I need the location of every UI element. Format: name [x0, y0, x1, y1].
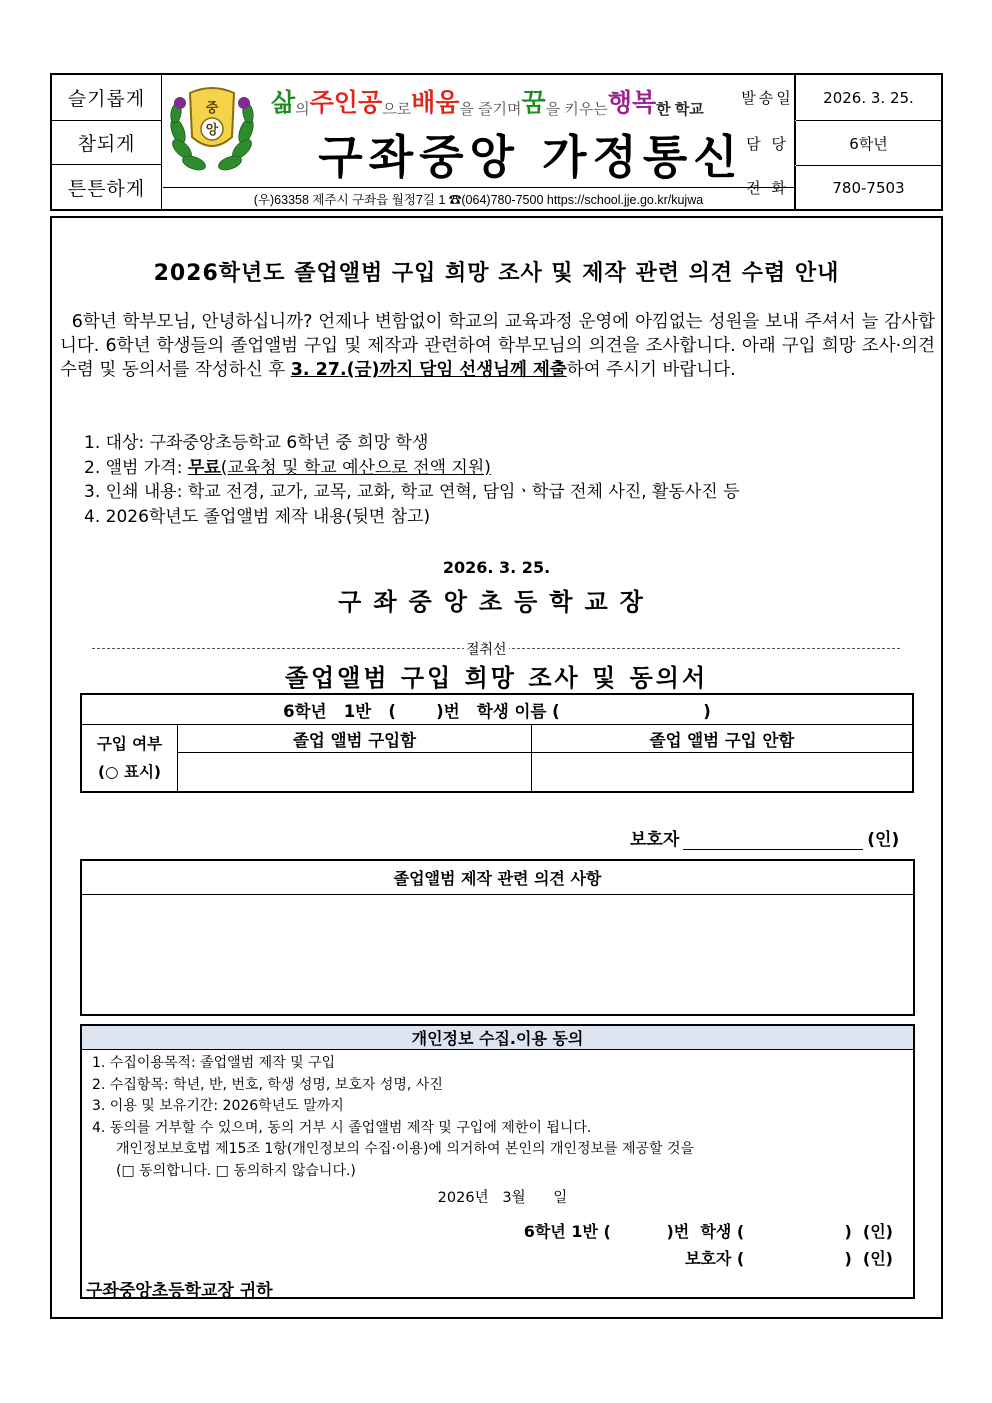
intro-tail: 하여 주시기 바랍니다.: [566, 360, 736, 380]
buy-column-header: 졸업 앨범 구입함: [178, 725, 531, 753]
newsletter-title: 구좌중앙 가정통신: [318, 130, 744, 184]
privacy-consent-options[interactable]: (□ 동의합니다. □ 동의하지 않습니다.): [116, 1162, 356, 1179]
privacy-terms: [92, 1053, 694, 1182]
info-row-date: [741, 75, 941, 120]
intro-deadline: 3. 27.(금)까지 담임 선생님께 제출: [290, 360, 567, 380]
info-label-phone: 전 화: [740, 166, 796, 209]
opinion-title: 졸업앨범 제작 관련 의견 사항: [82, 861, 913, 895]
info-value-charge: 6학년: [849, 134, 888, 153]
privacy-line-4: 4. 동의를 거부할 수 있으며, 동의 거부 시 졸업앨범 제작 및 구입에 제한이 됩니다.: [92, 1119, 592, 1136]
info-row-phone: [746, 165, 941, 209]
guardian-signature-line[interactable]: [683, 832, 863, 850]
item-print: 3. 인쇄 내용: 학교 전경, 교가, 교목, 교화, 학교 연혁, 담임ㆍ학급 전체 사진, 활동사진 등: [84, 482, 740, 502]
intro-text: 6학년 학부모님, 안녕하십니까? 언제나 변함없이 학교의 교육과정 운영에 아낌없는 성원을 보내 주셔서 늘 감사합니다. 6학년 학생들의 졸업앨범 구입 및 제작과 관련하여 학부모님의 의견을 조사합니다. 아래 구입 희망 조사·의견 수렴 및 동의서를 작성하신 후: [60, 312, 935, 380]
issue-info: [741, 75, 941, 209]
no-buy-column: [532, 725, 912, 791]
item-price-note: (교육청 및 학교 예산으로 전액 지원): [220, 457, 491, 478]
privacy-recipient: 구좌중앙초등학교장 귀하: [86, 1281, 273, 1301]
privacy-date: 2026년 3월 일: [437, 1190, 568, 1206]
privacy-student-sign[interactable]: 6학년 1반 ( )번 학생 ( ) (인): [523, 1222, 893, 1241]
purchase-label: 구입 여부: [96, 735, 163, 753]
purchase-mark-hint: (○ 표시): [97, 763, 162, 781]
student-info-line[interactable]: 6학년 1반 ( )번 학생 이름 ( ): [82, 695, 912, 725]
info-label-date: 발송일: [740, 75, 796, 120]
slogan-segment-2: 주인공: [309, 89, 383, 117]
purchase-row-label: [82, 725, 178, 791]
logo-text-top: 중: [205, 101, 219, 116]
notice-title: 2026학년도 졸업앨범 구입 희망 조사 및 제작 관련 의견 수렴 안내: [153, 261, 840, 286]
school-mottos: [52, 75, 162, 209]
survey-title: 졸업앨범 구입 희망 조사 및 동의서: [284, 664, 709, 692]
item-price: [84, 456, 740, 481]
item-target: 1. 대상: 구좌중앙초등학교 6학년 중 희망 학생: [84, 433, 429, 453]
privacy-consent-line: 개인정보보호법 제15조 1항(개인정보의 수집·이용)에 의거하여 본인의 개인정보를 제공할 것을: [116, 1141, 695, 1157]
newsletter-header: [50, 73, 943, 211]
brand-area: [163, 75, 795, 209]
slogan-segment-6: 꿈: [521, 89, 546, 117]
school-address: (우)63358 제주시 구좌읍 월정7길 1 ☎(064)780-7500 https://school.jje.go.kr/kujwa: [163, 187, 794, 209]
slogan-segment-5: 을 즐기며: [459, 101, 522, 118]
no-buy-mark-cell[interactable]: [532, 753, 912, 790]
guardian-signature: [630, 825, 899, 850]
info-value-phone: 780-7503: [832, 178, 905, 197]
item-price-label: 2. 앨범 가격:: [84, 457, 188, 478]
privacy-guardian-sign[interactable]: 보호자 ( ) (인): [684, 1249, 893, 1268]
slogan-segment-8: 행복: [607, 89, 657, 117]
motto-2: 참되게: [52, 120, 161, 165]
slogan-segment-1: 의: [295, 101, 310, 118]
buy-mark-cell[interactable]: [178, 753, 531, 790]
school-slogan: [271, 83, 791, 119]
notice-items: [84, 431, 740, 529]
notice-body: [50, 216, 943, 1319]
motto-1: 슬기롭게: [67, 87, 146, 110]
privacy-consent-box: [80, 1024, 915, 1299]
buy-column: [178, 725, 532, 791]
privacy-line-3: 3. 이용 및 보유기간: 2026학년도 말까지: [92, 1098, 344, 1114]
purchase-table: [80, 693, 914, 793]
cut-line-label: 절취선: [464, 639, 509, 659]
item-content: 4. 2026학년도 졸업앨범 제작 내용(뒷면 참고): [84, 506, 431, 527]
slogan-segment-3: 으로: [382, 101, 412, 118]
logo-text-bottom: 앙: [205, 123, 219, 138]
school-logo: [166, 81, 258, 177]
slogan-segment-0: 삶: [271, 89, 296, 117]
slogan-segment-9: 한 학교: [656, 101, 704, 118]
principal-name: 구좌중앙초등학교장: [338, 588, 655, 616]
info-row-charge: [746, 120, 941, 165]
info-value-date: 2026. 3. 25.: [823, 88, 914, 107]
privacy-title: 개인정보 수집.이용 동의: [82, 1026, 913, 1050]
slogan-segment-4: 배움: [411, 89, 460, 117]
slogan-segment-7: 을 키우는: [545, 101, 608, 118]
guardian-label: 보호자: [630, 830, 680, 850]
opinion-box: [80, 859, 915, 1016]
info-label-charge: 담 당: [740, 121, 796, 165]
no-buy-column-header: 졸업 앨범 구입 안함: [532, 725, 912, 753]
notice-intro: [60, 310, 935, 382]
guardian-seal: (인): [867, 830, 900, 850]
opinion-input-area[interactable]: [82, 895, 913, 1014]
motto-3: 튼튼하게: [52, 164, 161, 209]
privacy-line-2: 2. 수집항목: 학년, 반, 번호, 학생 성명, 보호자 성명, 사진: [92, 1076, 443, 1093]
notice-date: 2026. 3. 25.: [442, 558, 551, 577]
privacy-line-1: 1. 수집이용목적: 졸업앨범 제작 및 구입: [92, 1055, 336, 1071]
item-price-value: 무료: [187, 457, 221, 478]
